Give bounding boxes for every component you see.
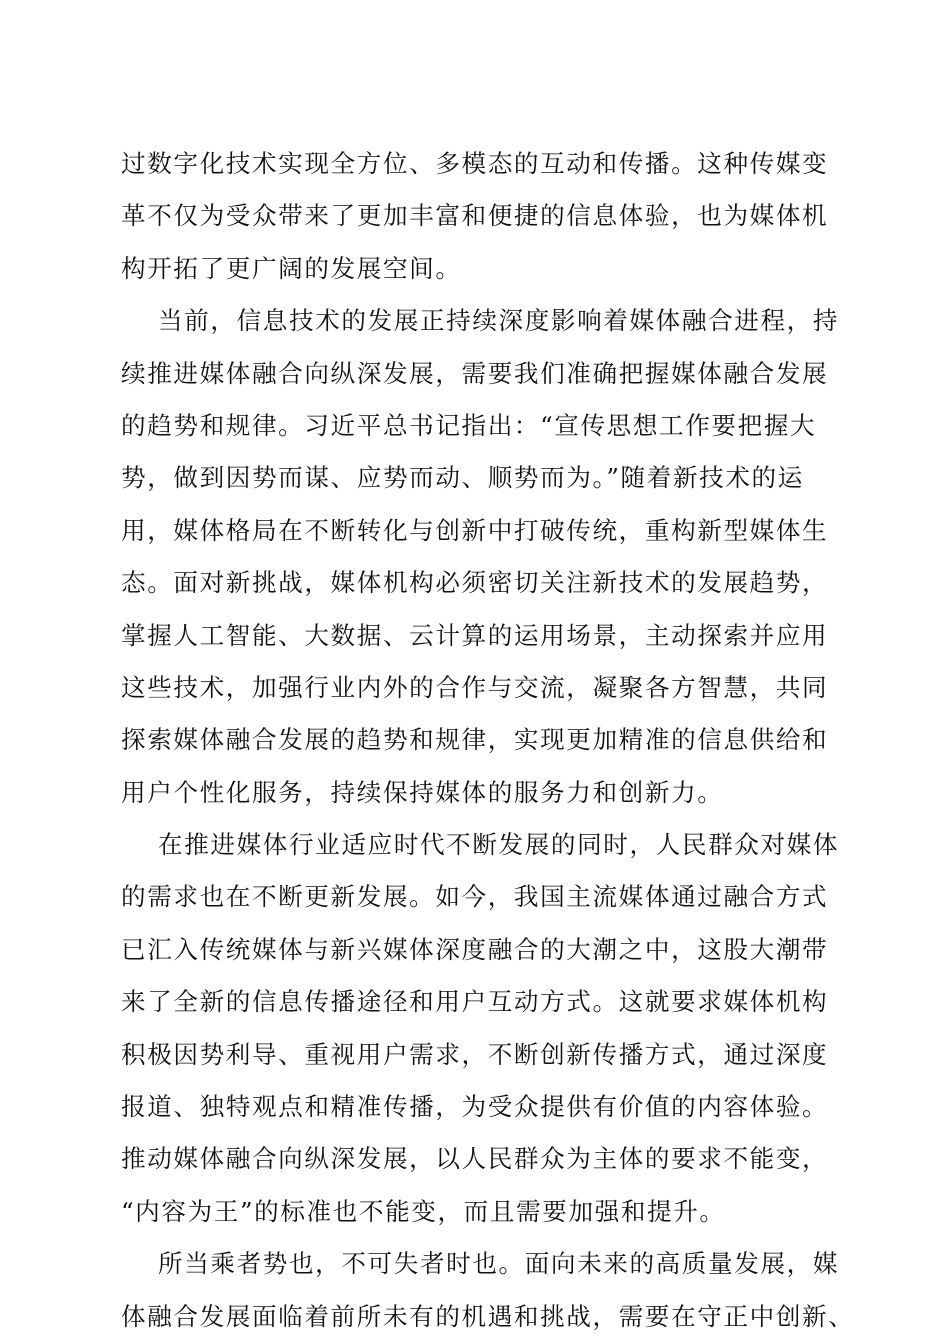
paragraph-line: 构开拓了更广阔的发展空间。: [121, 253, 462, 283]
paragraph-first-line: 在推进媒体行业适应时代不断发展的同时，人民群众对媒体: [158, 830, 840, 860]
paragraph-line: 这些技术，加强行业内外的合作与交流，凝聚各方智慧，共同: [121, 672, 829, 702]
paragraph-line: 的趋势和规律。习近平总书记指出：“宣传思想工作要把握大: [121, 410, 817, 440]
paragraph-line: 报道、独特观点和精准传播，为受众提供有价值的内容体验。: [121, 1092, 829, 1122]
paragraph-line: 已汇入传统媒体与新兴媒体深度融合的大潮之中，这股大潮带: [121, 934, 829, 964]
paragraph-line: 用，媒体格局在不断转化与创新中打破传统，重构新型媒体生: [121, 515, 829, 545]
paragraph-line: 用户个性化服务，持续保持媒体的服务力和创新力。: [121, 777, 724, 807]
paragraph-line: 体融合发展面临着前所未有的机遇和挑战，需要在守正中创新、: [121, 1301, 855, 1331]
paragraph-line: 续推进媒体融合向纵深发展，需要我们准确把握媒体融合发展: [121, 358, 829, 388]
paragraph-line: 探索媒体融合发展的趋势和规律，实现更加精准的信息供给和: [121, 725, 829, 755]
paragraph-first-line: 当前，信息技术的发展正持续深度影响着媒体融合进程，持: [158, 306, 840, 336]
paragraph-line: 过数字化技术实现全方位、多模态的互动和传播。这种传媒变: [121, 149, 829, 178]
body-text: [121, 138, 855, 1343]
paragraph-line: 势，做到因势而谋、应势而动、顺势而为。”随着新技术的运: [121, 463, 804, 493]
paragraph-line: 推动媒体融合向纵深发展，以人民群众为主体的要求不能变，: [121, 1144, 829, 1174]
paragraph-first-line: 所当乘者势也，不可失者时也。面向未来的高质量发展，媒: [158, 1249, 840, 1279]
paragraph-line: 掌握人工智能、大数据、云计算的运用场景，主动探索并应用: [121, 620, 829, 650]
paragraph-line: 积极因势利导、重视用户需求，不断创新传播方式，通过深度: [121, 1039, 829, 1069]
paragraph-line: 的需求也在不断更新发展。如今，我国主流媒体通过融合方式: [121, 882, 829, 912]
paragraph-line: 来了全新的信息传播途径和用户互动方式。这就要求媒体机构: [121, 987, 829, 1017]
paragraph-line: 革不仅为受众带来了更加丰富和便捷的信息体验，也为媒体机: [121, 201, 829, 231]
paragraph-line: 态。面对新挑战，媒体机构必须密切关注新技术的发展趋势，: [121, 568, 829, 598]
paragraph-line: “内容为王”的标准也不能变，而且需要加强和提升。: [121, 1196, 726, 1226]
